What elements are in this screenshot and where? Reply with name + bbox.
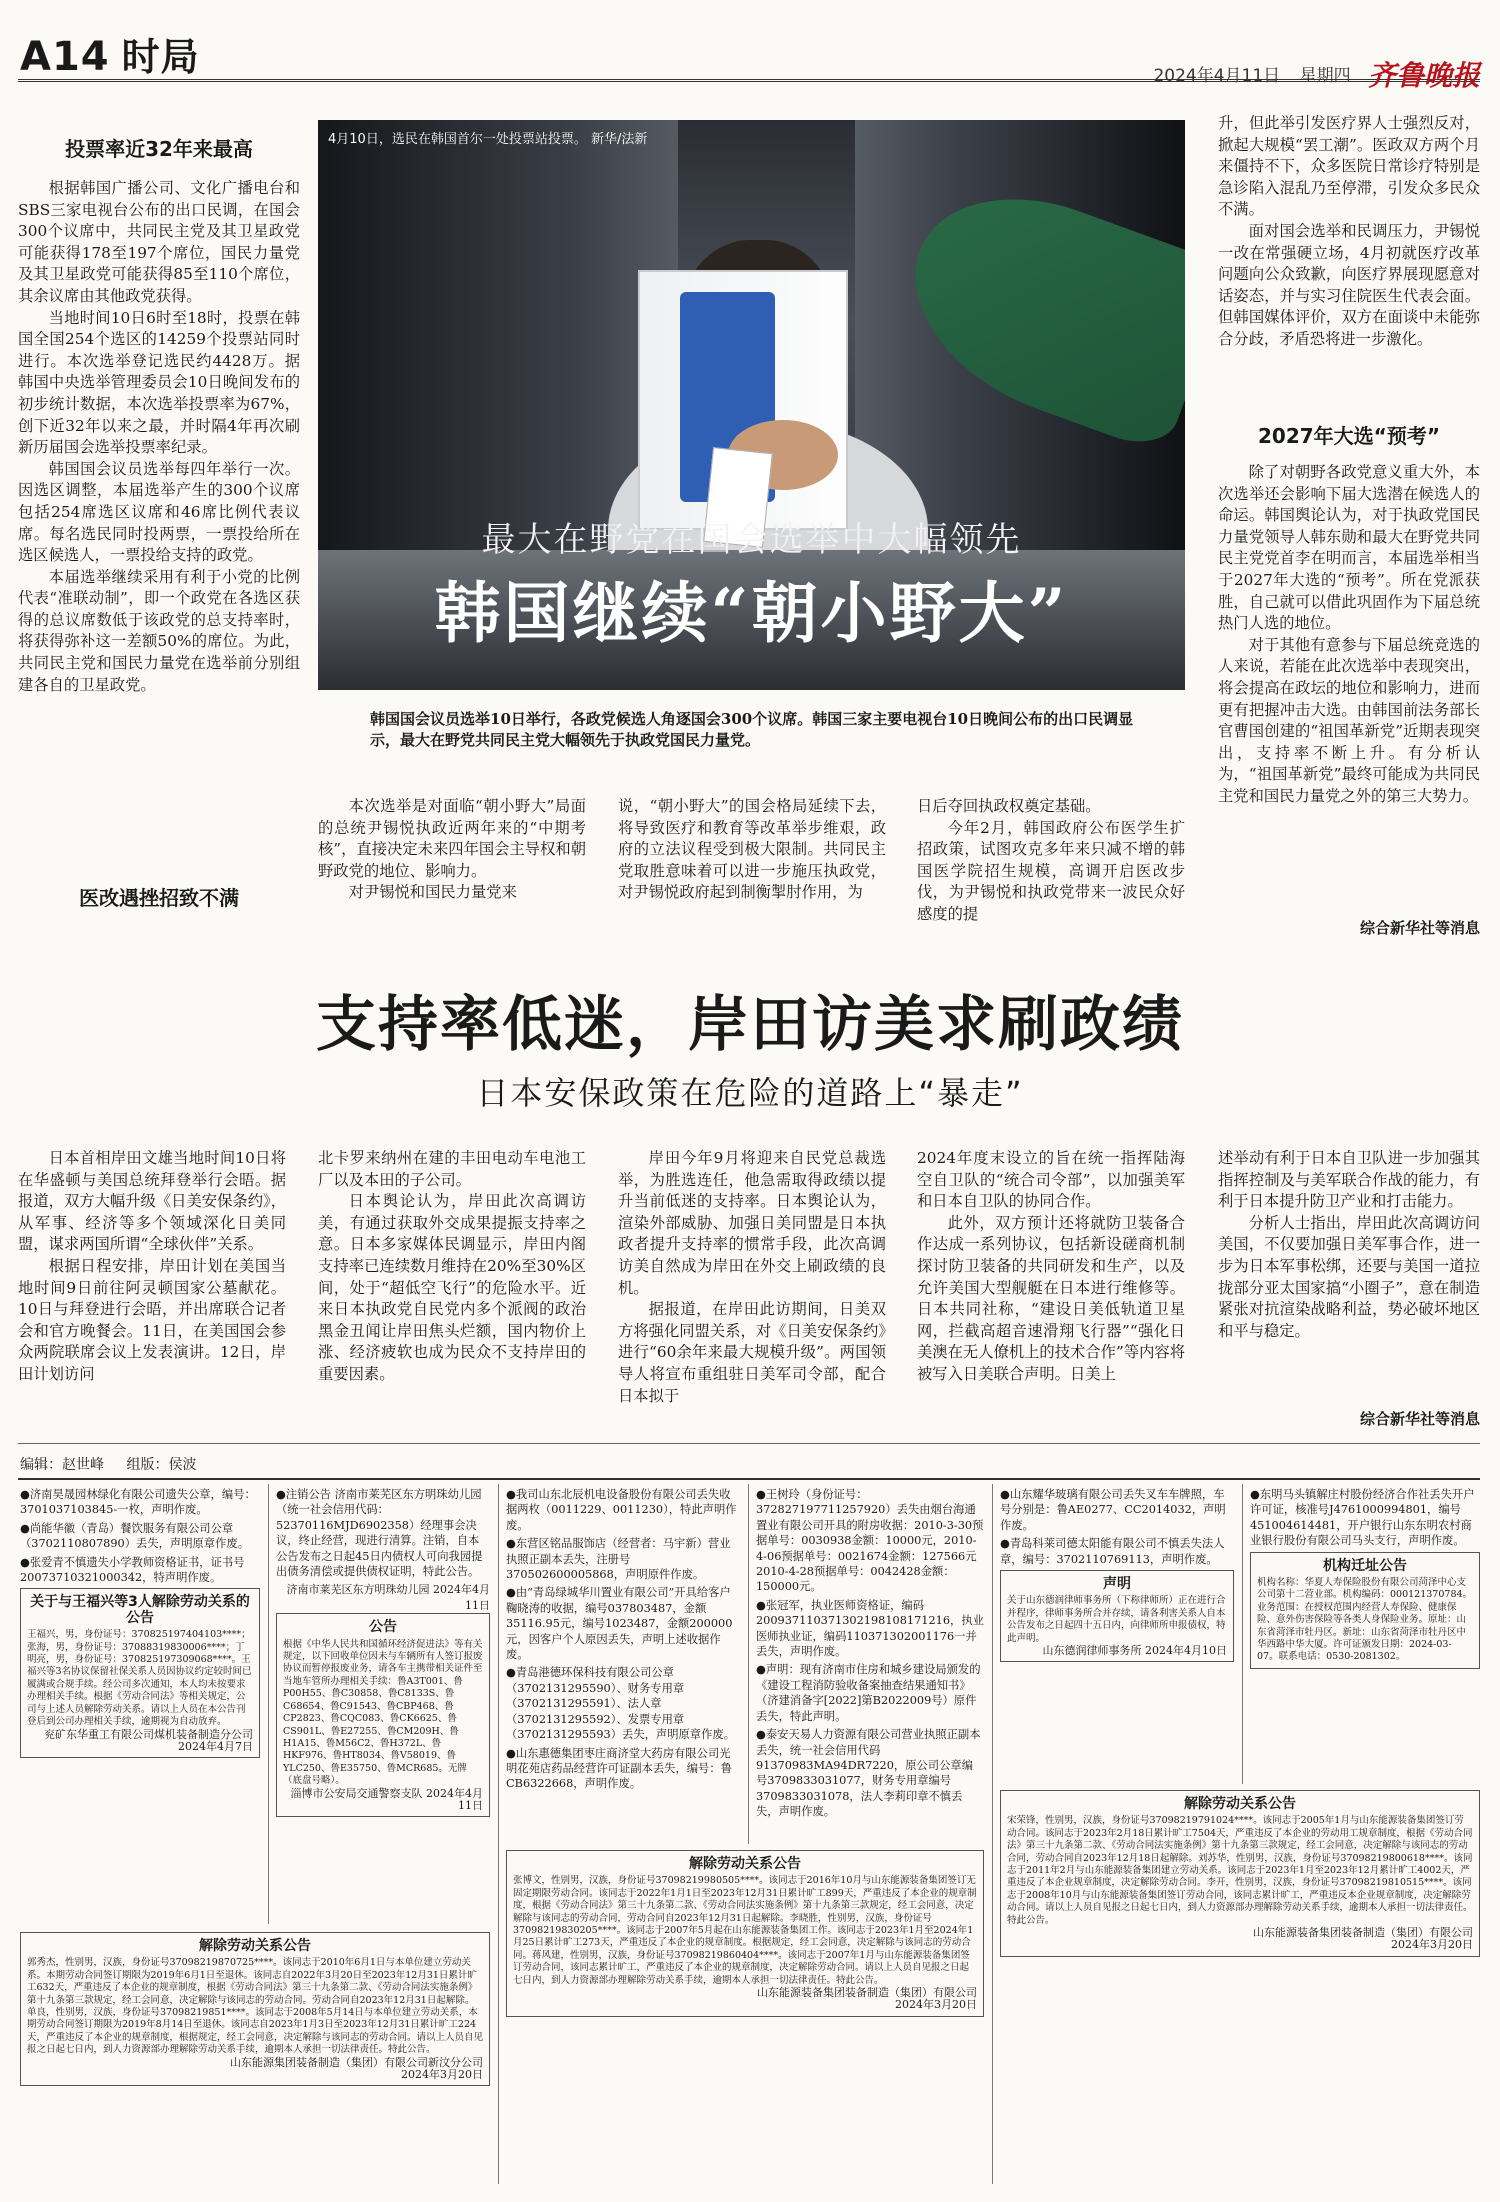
designer-name: 组版：侯波 [126, 1457, 197, 1473]
story1-signature: 综合新华社等消息 [1359, 919, 1480, 937]
page-number [20, 26, 200, 81]
story2-headline: 支持率低迷，岸田访美求刷政绩 [316, 990, 1184, 1060]
notice-sign: 淄博市公安局交通警察支队 2024年4月11日 [290, 1786, 483, 1812]
section-divider [18, 1443, 1480, 1444]
notice-column-3 [506, 1487, 740, 1795]
story1-mid-col-2 [618, 796, 886, 904]
paragraph: 岸田今年9月将迎来自民党总裁选举，为胜选连任，他急需取得政绩以提升当前低迷的支持率。日本舆论认为，渲染外部威胁、加强日美同盟是日本执政者提升支持率的惯常手段，此次高调访美自然成为岸田在外交上刷政绩的良机。 [618, 1149, 886, 1297]
notice-item: ●青岛科莱司德太阳能有限公司不慎丢失法人章，编号：3702110769113，声明作废。 [1000, 1537, 1225, 1566]
notice-item: ●张爱青不慎遗失小学教师资格证书，证书号20073710321000342，特声明作废。 [20, 1555, 245, 1585]
notice-item: ●山东耀华玻璃有限公司丢失叉车车牌照，车号分别是：鲁AE0277、CC2014032，声明作废。 [1000, 1488, 1226, 1532]
issue-weekday: 星期四 [1299, 66, 1351, 86]
paragraph: 本届选举继续采用有利于小党的比例代表“准联动制”，即一个政党在各选区获得的总议席数低于该政党的总支持率时，将获得弥补这一差额50%的席位。为此，共同民主党和国民力量党在选举前分别组建各自的卫星政党。 [18, 567, 300, 694]
notice-date: 2024年3月20日 [895, 1998, 977, 2012]
notice-box [20, 1932, 490, 2086]
notice-body: 关于山东德润律师事务所（下称律师所）正在进行合并程序，律师事务所合并存续，请各利害关系人自本公告发布之日起四十五日内，向律师所申报债权，特此声明。 [1007, 1595, 1226, 1644]
story1-right-column-2 [1218, 462, 1480, 808]
notice-item: ●东明马头镇解庄村股份经济合作社丢失开户许可证，核准号J4761000994801，编号451004614481，开户银行山东东明农村商业银行股份有限公司马头支行，声明作废。 [1250, 1488, 1475, 1548]
notice-item: ●山东惠德集团枣庄商济堂大药房有限公司光明花苑店药品经营许可证副本丢失，编号：鲁CB6322668，声明作废。 [506, 1746, 732, 1791]
notice-title: 声明 [1103, 1576, 1131, 1593]
notice-title: 解除劳动关系公告 [199, 1938, 311, 1954]
notice-column-1 [20, 1487, 260, 1764]
story1-right-column [1218, 113, 1480, 351]
notice-box-wide-1 [20, 1932, 490, 2092]
notice-sign: 山东能源装备集团装备制造（集团）有限公司 [1253, 1926, 1473, 1940]
story2-col-5 [1218, 1148, 1480, 1342]
story1-lead: 韩国国会议员选举10日举行，各政党候选人角逐国会300个议席。韩国三家主要电视台10日晚间公布的出口民调显示，最大在野党共同民主党大幅领先于执政党国民力量党。 [370, 710, 1134, 749]
paragraph: 分析人士指出，岸田此次高调访问美国，不仅要加强日美军事合作，进一步为日本军事松绑，还要与美国一道拉拢部分亚太国家搞“小圈子”，意在制造紧张对抗渲染战略利益，势必破坏地区和平与稳定。 [1218, 1213, 1480, 1340]
notice-item: ●注销公告 济南市莱芜区东方明珠幼儿园（统一社会信用代码：52370116MJD6902358）经理事会决议，终止经营，现进行清算。注销，自本公告发布之日起45日内债权人可向我园提出债务清偿或提供债权证明，特此公告。 [276, 1488, 483, 1579]
story2-subtitle: 日本安保政策在危险的道路上“暴走” [476, 1074, 1024, 1112]
paragraph: 日后夺回执政权奠定基础。 [917, 797, 1101, 815]
notice-sign: 山东德润律师事务所 2024年4月10日 [1042, 1644, 1227, 1658]
column-rule [268, 1484, 269, 1924]
paragraph: 升，但此举引发医疗界人士强烈反对，掀起大规模“罢工潮”。医政双方两个月来僵持不下，众多医院日常诊疗特别是急诊陷入混乱乃至停滞，引发众多民众不满。 [1218, 114, 1480, 219]
ads-divider [18, 1478, 1480, 1480]
notice-column-4 [756, 1487, 984, 1823]
notice-sign: 山东能源集团装备制造（集团）有限公司新汶分公司 [230, 2055, 483, 2069]
section-label: 时局 [121, 35, 200, 79]
notice-box [276, 1613, 490, 1817]
story1-left-column [18, 178, 300, 696]
story1-subhead-1: 投票率近32年来最高 [65, 137, 253, 161]
notice-item: ●尚能华徽（青岛）餐饮服务有限公司公章（3702110807890）丢失，声明原章作废。 [20, 1521, 250, 1551]
notice-body: 郭秀杰，性别男，汉族，身份证号37098219870725****。该同志于2010年6月1日与本单位建立劳动关系。本期劳动合同签订期限为2019年6月1日至退休。该同志自2022年3月20日至2023年12月31日累计旷工632天，严重违反了本企业的规章制度，根据《劳动合同法》第三十九条第二款、《劳动合同法实施条例》第十九条第三款规定，经工会同意，决定解除与该同志的劳动合同。劳动合同自2023年12月31日起解除。单良，性别男，汉族，身份证号37098219851****。该同志于2008年5月14日与本单位建立劳动关系，本期劳动合同签订期限为2019年8月14日至退休。该同志自2023年1月3日至2023年12月31日累计旷工224天，严重违反了本企业的规章制度，根据规定，经工会同意，决定解除与该同志的劳动合同。请以上人员自见报之日起七日内，到人力资源部办理解除劳动关系手续，逾期本人承担一切法律责任。特此公告。 [27, 1957, 484, 2056]
notice-sign: 山东能源装备集团装备制造（集团）有限公司 [757, 1986, 977, 2000]
editor-name: 编辑：赵世峰 [20, 1457, 104, 1473]
notice-body: 张博文，性别男，汉族，身份证号37098219980505****。该同志于2016年10月与山东能源装备集团签订无固定期限劳动合同。该同志于2022年1月1日至2023年12月31日累计旷工899天，严重违反了本企业的规章制度，根据《劳动合同法》第三十九条第二款、《劳动合同法实施条例》第十九条第三款规定，经工会同意，决定解除与该同志的劳动合同，劳动合同自2023年12月31日起解除。李晓胜，性别男，汉族，身份证号37098219830205****。该同志于2007年5月起在山东能源装备集团工作。该同志于2023年1月至2024年1月25日累计旷工273天，严重违反了本企业的规章制度。根据规定，经工会同意，决定解除与该同志的劳动合同。蒋风建，性别男，汉族，身份证号37098219860404****。该同志于2007年1月与山东能源装备集团签订劳动合同，该同志累计旷工，严重违反了本企业的规章制度，决定解除劳动合同。请以上人员自见报之日起七日内，到人力资源部办理解除劳动关系手续，逾期本人承担一切法律责任。特此公告。 [513, 1875, 977, 1986]
story1-mid-col-1 [318, 796, 586, 904]
story2-col-1 [18, 1148, 286, 1386]
paragraph: 对尹锡悦和国民力量党来 [348, 883, 517, 902]
column-rule [498, 1484, 499, 2184]
notice-title: 解除劳动关系公告 [1184, 1796, 1296, 1812]
paragraph: 说，“朝小野大”的国会格局延续下去，将导致医疗和教育等改革举步维艰，政府的立法议程受到极大限制。共同民主党取胜意味着可以进一步施压执政党，对尹锡悦政府起到制衡掣肘作用，为 [618, 797, 886, 902]
notice-box [1250, 1552, 1480, 1669]
masthead [18, 22, 1480, 92]
story1-subhead-3: 2027年大选“预考” [1258, 424, 1440, 448]
paragraph: 面对国会选举和民调压力，尹锡悦一改在常强硬立场，4月初就医疗改革问题向公众致歉，向医疗界展现愿意对话姿态，并与实习住院医生代表会面。但韩国媒体评价，双方在面谈中未能弥合分歧，矛盾恐将进一步激化。 [1218, 221, 1480, 348]
notice-item: ●由“青岛绿城华川置业有限公司”开具给客户鞠晓涛的收据，编号037803487，金额35116.95元，编号1023487，金额200000元，因客户个人原因丢失，声明上述收据作废。 [506, 1586, 733, 1662]
notice-column-6 [1250, 1487, 1480, 1675]
story2-col-3 [618, 1148, 886, 1407]
paragraph: 此外，双方预计还将就防卫装备合作达成一系列协议，包括新设磋商机制探讨防卫装备的共同研发和生产，以及允许美国大型舰艇在日本进行维修等。日本共同社称，“建设日美低轨道卫星网，拦截高超音速滑翔飞行器”“强化日美澳在无人僚机上的技术合作”等内容将被写入日美联合声明。日美上 [917, 1213, 1185, 1383]
notice-item: ●声明：现有济南市住房和城乡建设局颁发的《建设工程消防验收备案抽查结果通知书》（济建消备字[2022]第B2022009号）原件丢失，特此声明。 [756, 1663, 981, 1723]
story1-headline: 韩国继续“朝小野大” [434, 574, 1069, 652]
notice-body: 机构名称：华夏人寿保险股份有限公司菏泽中心支公司第十二营业部。机构编码：000121370784。业务范围：在授权范围内经营人寿保险、健康保险、意外伤害保险等各类人身保险业务。原址：山东省菏泽市牡丹区。新址：山东省菏泽市牡丹区中华西路中华大厦。许可证颁发日期：2024-03-07。联系电话：0530-2081302。 [1257, 1577, 1473, 1663]
notice-title: 解除劳动关系公告 [689, 1856, 801, 1872]
notice-date: 2024年4月7日 [178, 1739, 253, 1753]
notice-date: 2024年3月20日 [1391, 1938, 1473, 1952]
notice-column-5 [1000, 1487, 1234, 1668]
voting-photo [318, 120, 1185, 690]
notice-item: ●张冠军，执业医师资格证，编码200937110371302198108171216，执业医师执业证，编码110371302001176一并丢失，声明作废。 [756, 1598, 984, 1659]
notice-item: ●王树玲（身份证号：372827197711257920）丢失由烟台海通置业有限公司开具的附房收据：2010-3-30预据单号：0030938金额：10000元，2010-4-06预据单号：0021674金额：127566元2010-4-28预据单号：0042428金额：150000元。 [756, 1488, 984, 1594]
editor-credit [20, 1454, 214, 1474]
issue-date: 2024年4月11日 [1153, 66, 1281, 86]
notice-column-2 [276, 1487, 490, 1823]
notice-body: 王福兴，男，身份证号：370825197404103****；张海，男，身份证号：37088319830006****；丁明亮，男，身份证号：370825197309068****。王福兴等3名协议保留社保关系人员因协议约定较时间已履满或合规手续。经公司多次通知，本人均未按要求办理相关手续。根据《劳动合同法》等相关规定，公司与上述人员解除劳动关系。请以上人员在本公告刊登后到公司办理相关手续，逾期视为自动放弃。 [27, 1629, 252, 1728]
paragraph: 据报道，在岸田此访期间，日美双方将强化同盟关系，对《日美安保条约》进行“60余年来最大规模升级”。两国领导人将宣布重组驻日美军司令部，配合日本拟于 [618, 1300, 886, 1405]
column-rule [748, 1484, 749, 1844]
masthead-info [1139, 50, 1480, 90]
column-rule [1242, 1484, 1243, 1784]
paragraph: 日本首相岸田文雄当地时间10日将在华盛顿与美国总统拜登举行会晤。据报道，双方大幅升级《日美安保条约》，从军事、经济等多个领域深化日美同盟，谋求两国所谓“全球伙伴”关系。 [18, 1149, 286, 1254]
notice-item: ●东营区铭品服饰店（经营者：马宇新）营业执照正副本丢失，注册号370502600005868，声明原件作废。 [506, 1537, 731, 1582]
photo-caption: 4月10日，选民在韩国首尔一处投票站投票。 新华/法新 [328, 132, 648, 147]
paragraph: 2024年度末设立的旨在统一指挥陆海空自卫队的“统合司令部”，以加强美军和日本自卫队的协同合作。 [917, 1149, 1185, 1211]
notice-body: 根据《中华人民共和国循环经济促进法》等有关规定，以下回收单位因未与车辆所有人签订报废协议而暂停报废业务，请各车主携带相关证件至当地车管所办理相关手续：鲁A3T001、鲁P00H55、鲁C30858、鲁C8133S、鲁C68654、鲁C91543、鲁CBP468、鲁CP2823、鲁CQC083、鲁CK6625、鲁CS901L、鲁E27255、鲁CM209H、鲁H1A15、鲁M56C2、鲁H372L、鲁HKF976、鲁HT8034、鲁V58019、鲁YLC250、鲁E35750、鲁MCR685。无牌（底盘号略）。 [283, 1638, 483, 1787]
notice-title: 机构迁址公告 [1323, 1557, 1407, 1574]
story2-col-2 [318, 1148, 586, 1386]
paragraph: 根据韩国广播公司、文化广播电台和SBS三家电视台公布的出口民调，在国会300个议席中，共同民主党及其卫星政党可能获得178至197个席位，国民力量党及其卫星政党可能获得85至110个席位，其余议席由其他政党获得。 [18, 179, 300, 305]
paragraph: 北卡罗来纳州在建的丰田电动车电池工厂以及本田的子公司。 [318, 1149, 586, 1189]
notice-sign: 济南市莱芜区东方明珠幼儿园 2024年4月11日 [286, 1583, 490, 1612]
notice-box [1000, 1790, 1480, 1957]
notice-box [1000, 1570, 1234, 1662]
story2-col-4 [917, 1148, 1185, 1386]
notice-date: 2024年3月20日 [401, 2068, 483, 2082]
story1-subhead-2: 医改遇挫招致不满 [79, 886, 239, 910]
column-rule [992, 1484, 993, 2184]
paragraph: 日本舆论认为，岸田此次高调访美，有通过获取外交成果提振支持率之意。日本多家媒体民调显示，岸田内阁支持率已连续数月维持在20%至30%区间，处于“超低空飞行”的危险水平。近来日本执政党自民党内多个派阀的政治黑金丑闻让岸田焦头烂额，国内物价上涨、经济疲软也成为民众不支持岸田的重要因素。 [318, 1192, 586, 1383]
story2-signature: 综合新华社等消息 [1359, 1410, 1480, 1428]
story1-deck: 最大在野党在国会选举中大幅领先 [481, 520, 1022, 560]
notice-title: 关于与王福兴等3人解除劳动关系的公告 [30, 1594, 250, 1626]
paragraph: 本次选举是对面临“朝小野大”局面的总统尹锡悦执政近两年来的“中期考核”，直接决定未来四年国会主导权和朝野政党的地位、影响力。 [318, 797, 586, 880]
notice-box [506, 1850, 984, 2017]
notice-sign: 兖矿东华重工有限公司煤机装备制造分公司 [44, 1727, 253, 1741]
notice-item: ●泰安天易人力资源有限公司营业执照正副本丢失，统一社会信用代码91370983MA94DR7220，原公司公章编号3709833031077，财务专用章编号3709833031078，法人李莉印章不慎丢失，声明作废。 [756, 1728, 981, 1819]
paragraph: 对于其他有意参与下届总统竞选的人来说，若能在此次选举中表现突出，将会提高在政坛的地位和影响力，进而更有把握冲击大选。由韩国前法务部长官曹国创建的“祖国革新党”近期表现突出，支持率不断上升。有分析认为，“祖国革新党”最终可能成为共同民主党和国民力量党之外的第三大势力。 [1218, 635, 1480, 805]
notice-box-wide-3 [1000, 1790, 1480, 1963]
paragraph: 根据日程安排，岸田计划在美国当地时间9日前往阿灵顿国家公墓献花。10日与拜登进行会晤，并出席联合记者会和官方晚餐会。11日，在美国国会参众两院联席会议上发表演讲。12日，岸田计划访问 [18, 1256, 286, 1383]
paragraph: 除了对朝野各政党意义重大外，本次选举还会影响下届大选潜在候选人的命运。韩国舆论认为，对于执政党国民力量党领导人韩东勋和最大在野党共同民主党党首李在明而言，本届选举相当于2027年大选的“预考”。所在党派获胜，自己就可以借此巩固作为下届总统热门人选的地位。 [1218, 463, 1480, 633]
notice-item: ●济南昊晟园林绿化有限公司遗失公章，编号：3701037103845-一枚，声明作废。 [20, 1488, 256, 1517]
notice-item: ●我司山东北辰机电设备股份有限公司丢失收据两枚（0011229、0011230），特此声明作废。 [506, 1488, 737, 1532]
paper-logo: 齐鲁晚报 [1367, 59, 1480, 92]
notice-box-wide-2 [506, 1850, 984, 2023]
notice-box [20, 1588, 260, 1758]
notice-item: ●青岛港德环保科技有限公司公章（3702131295590）、财务专用章（3702131295591）、法人章（3702131295592）、发票专用章（3702131295593）丢失，声明原章作废。 [506, 1666, 736, 1742]
notice-title: 公告 [369, 1619, 397, 1636]
notice-body: 宋荣锋，性别男，汉族，身份证号37098219791024****。该同志于2005年1月与山东能源装备集团签订劳动合同。该同志于2023年2月18日累计旷工7504天，严重违反了本企业的劳动用工规章制度，根据《劳动合同法》第三十九条第二款、《劳动合同法实施条例》第十九条第三款规定，经工会同意，决定解除与该同志的劳动合同，劳动合同自2023年12月18日起解除。刘苏华，性别男，汉族，身份证号37098219800618****。该同志于2011年2月与山东能源装备集团建立劳动关系。该同志于2023年1月至2023年12月累计旷工4002天，严重违反了本企业规章制度，决定解除劳动合同。李开，性别男，汉族，身份证号37098219810515****。该同志于2008年10月与山东能源装备集团签订劳动合同，该同志累计旷工，严重违反本企业规章制度，决定解除劳动合同。请以上人员自见报之日起七日内，到人力资源部办理解除劳动关系手续，逾期本人承担一切法律责任。特此公告。 [1007, 1815, 1473, 1926]
story1-mid-col-3 [917, 796, 1185, 926]
paragraph: 述举动有利于日本自卫队进一步加强其指挥控制及与美军联合作战的能力，有利于日本提升防卫产业和打击能力。 [1218, 1149, 1480, 1211]
page-label: A14 [20, 34, 110, 80]
paragraph: 韩国国会议员选举每四年举行一次。因选区调整，本届选举产生的300个议席包括254席选区议席和46席比例代表议席。每名选民同时投两票，一票投给所在选区候选人，一票投给支持的政党。 [18, 459, 300, 565]
paragraph: 今年2月，韩国政府公布医学生扩招政策，试图攻克多年来只减不增的韩国医学院招生规模，高调开启医改步伐，为尹锡悦和执政党带来一波民众好感度的提 [917, 818, 1185, 923]
paragraph: 当地时间10日6时至18时，投票在韩国全国254个选区的14259个投票站同时进行。本次选举登记选民约4428万。据韩国中央选举管理委员会10日晚间发布的初步统计数据，本次选举投票率为67%，创下近32年以来之最，并时隔4年再次刷新历届国会选举投票率纪录。 [18, 308, 300, 457]
